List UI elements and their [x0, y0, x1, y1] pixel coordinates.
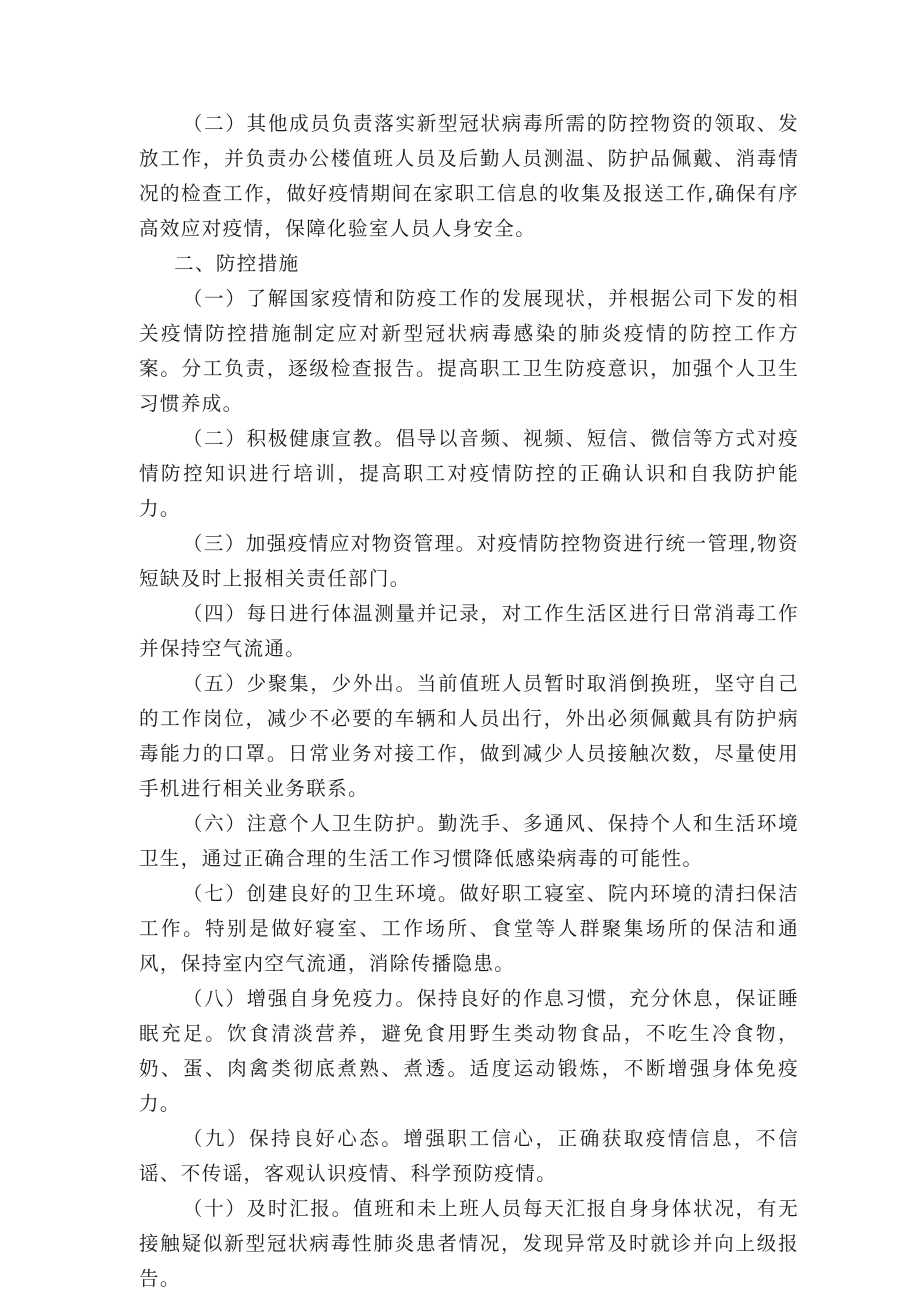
- paragraph-measure-8: （八）增强自身免疫力。保持良好的作息习惯，充分休息，保证睡眠充足。饮食清淡营养，避免食用野生类动物食品，不吃生冷食物，奶、蛋、肉禽类彻底煮熟、煮透。适度运动锻炼，不断增强身体免疫力。: [139, 987, 799, 1115]
- paragraph-measure-2: （二）积极健康宣教。倡导以音频、视频、短信、微信等方式对疫情防控知识进行培训，提高职工对疫情防控的正确认识和自我防护能力。: [139, 427, 799, 520]
- paragraph-measure-5: （五）少聚集，少外出。当前值班人员暂时取消倒换班，坚守自己的工作岗位，减少不必要的车辆和人员出行，外出必须佩戴具有防护病毒能力的口罩。日常业务对接工作，做到减少人员接触次数，尽量使用手机进行相关业务联系。: [139, 672, 799, 800]
- document-body: [139, 106, 799, 1296]
- section-heading-prevention-measures: 二、防控措施: [174, 252, 300, 275]
- paragraph-staff-duties: （二）其他成员负责落实新型冠状病毒所需的防控物资的领取、发放工作，并负责办公楼值班人员及后勤人员测温、防护品佩戴、消毒情况的检查工作，做好疫情期间在家职工信息的收集及报送工作,确保有序高效应对疫情，保障化验室人员人身安全。: [139, 112, 799, 240]
- paragraph-measure-1: （一）了解国家疫情和防疫工作的发展现状，并根据公司下发的相关疫情防控措施制定应对新型冠状病毒感染的肺炎疫情的防控工作方案。分工负责，逐级检查报告。提高职工卫生防疫意识，加强个人卫生习惯养成。: [139, 287, 799, 415]
- paragraph-measure-6: （六）注意个人卫生防护。勤洗手、多通风、保持个人和生活环境卫生，通过正确合理的生活工作习惯降低感染病毒的可能性。: [139, 812, 799, 870]
- paragraph-measure-7: （七）创建良好的卫生环境。做好职工寝室、院内环境的清扫保洁工作。特别是做好寝室、工作场所、食堂等人群聚集场所的保洁和通风，保持室内空气流通，消除传播隐患。: [139, 882, 799, 975]
- paragraph-measure-10: （十）及时汇报。值班和未上班人员每天汇报自身身体状况，有无接触疑似新型冠状病毒性肺炎患者情况，发现异常及时就诊并向上级报告。: [139, 1197, 799, 1290]
- paragraph-measure-3: （三）加强疫情应对物资管理。对疫情防控物资进行统一管理,物资短缺及时上报相关责任部门。: [139, 532, 799, 590]
- paragraph-measure-4: （四）每日进行体温测量并记录，对工作生活区进行日常消毒工作并保持空气流通。: [139, 602, 799, 660]
- paragraph-measure-9: （九）保持良好心态。增强职工信心，正确获取疫情信息，不信谣、不传谣，客观认识疫情、科学预防疫情。: [139, 1127, 799, 1185]
